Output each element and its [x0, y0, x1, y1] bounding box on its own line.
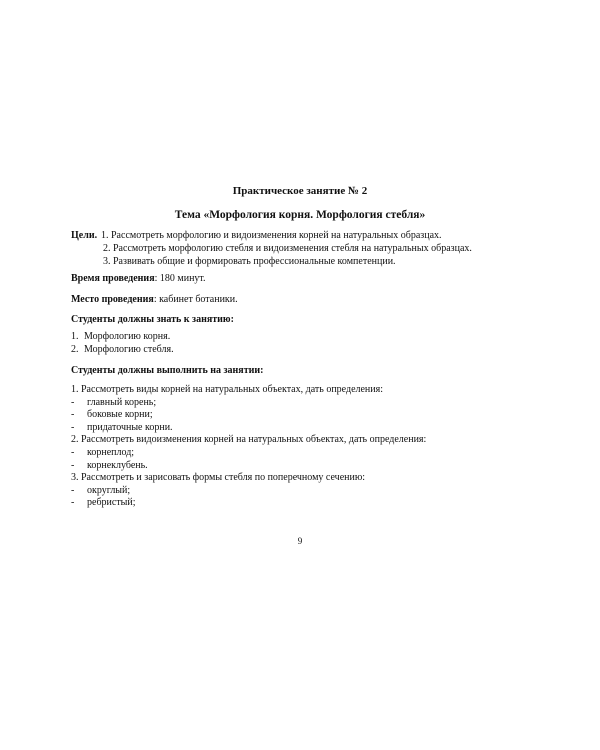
time-label: Время проведения	[71, 273, 155, 284]
list-item-text: 1. Рассмотреть виды корней на натуральных объектах, дать определения:	[71, 384, 384, 395]
goals-label: Цели.	[71, 230, 98, 241]
list-item	[71, 472, 426, 485]
goal-item-1: 1. Рассмотреть морфологию и видоизменения корней на натуральных образцах.	[101, 230, 442, 241]
list-item-text: боковые корни;	[87, 409, 153, 421]
time-line	[71, 273, 206, 286]
list-item-text: корнеклубень.	[87, 459, 148, 471]
goal-row-1	[71, 230, 472, 243]
list-dash: -	[71, 409, 75, 421]
list-item	[71, 460, 426, 473]
goal-row-3	[71, 256, 472, 269]
list-item-number: 2.	[71, 343, 79, 355]
list-item-text: ребристый;	[87, 497, 136, 509]
list-item	[71, 434, 426, 447]
page-number: 9	[297, 536, 303, 546]
list-dash: -	[71, 396, 75, 408]
list-item	[71, 409, 426, 422]
list-item-text: придаточные корни.	[87, 421, 173, 433]
goal-item-2: 2. Рассмотреть морфологию стебля и видоизменения стебля на натуральных образцах.	[103, 243, 472, 254]
list-item	[71, 397, 426, 410]
list-item-number: 1.	[71, 331, 79, 342]
list-item	[71, 485, 426, 498]
list-item	[71, 344, 174, 357]
time-value: : 180 минут.	[154, 273, 206, 284]
place-value: : кабинет ботаники.	[153, 294, 238, 305]
practice-title: Практическое занятие № 2	[232, 185, 368, 197]
goal-item-3: 3. Развивать общие и формировать профессиональные компетенции.	[103, 256, 396, 267]
know-list	[71, 331, 174, 356]
list-item	[71, 497, 426, 510]
list-item	[71, 384, 426, 397]
goals-section	[71, 230, 472, 269]
list-item	[71, 422, 426, 435]
list-dash: -	[71, 484, 75, 496]
goal-row-2	[71, 243, 472, 256]
topic-title: Тема «Морфология корня. Морфология стебля»	[174, 209, 426, 221]
list-item-text: 2. Рассмотреть видоизменения корней на натуральных объектах, дать определения:	[71, 434, 427, 446]
do-list	[71, 384, 426, 510]
list-item-text: 3. Рассмотреть и зарисовать формы стебля по поперечному сечению:	[71, 472, 366, 484]
place-line	[71, 294, 238, 307]
list-item-text: Морфологию корня.	[84, 331, 171, 342]
list-dash: -	[71, 446, 75, 458]
do-heading: Студенты должны выполнить на занятии:	[71, 365, 264, 376]
list-item-text: Морфологию стебля.	[84, 343, 174, 355]
list-item-text: главный корень;	[87, 396, 157, 408]
list-item	[71, 447, 426, 460]
list-dash: -	[71, 421, 75, 433]
place-label: Место проведения	[71, 294, 154, 305]
list-item-text: округлый;	[87, 484, 131, 496]
list-item-text: корнеплод;	[87, 446, 135, 458]
know-heading: Студенты должны знать к занятию:	[71, 314, 234, 325]
list-item	[71, 331, 174, 344]
list-dash: -	[71, 459, 75, 471]
list-dash: -	[71, 497, 75, 509]
